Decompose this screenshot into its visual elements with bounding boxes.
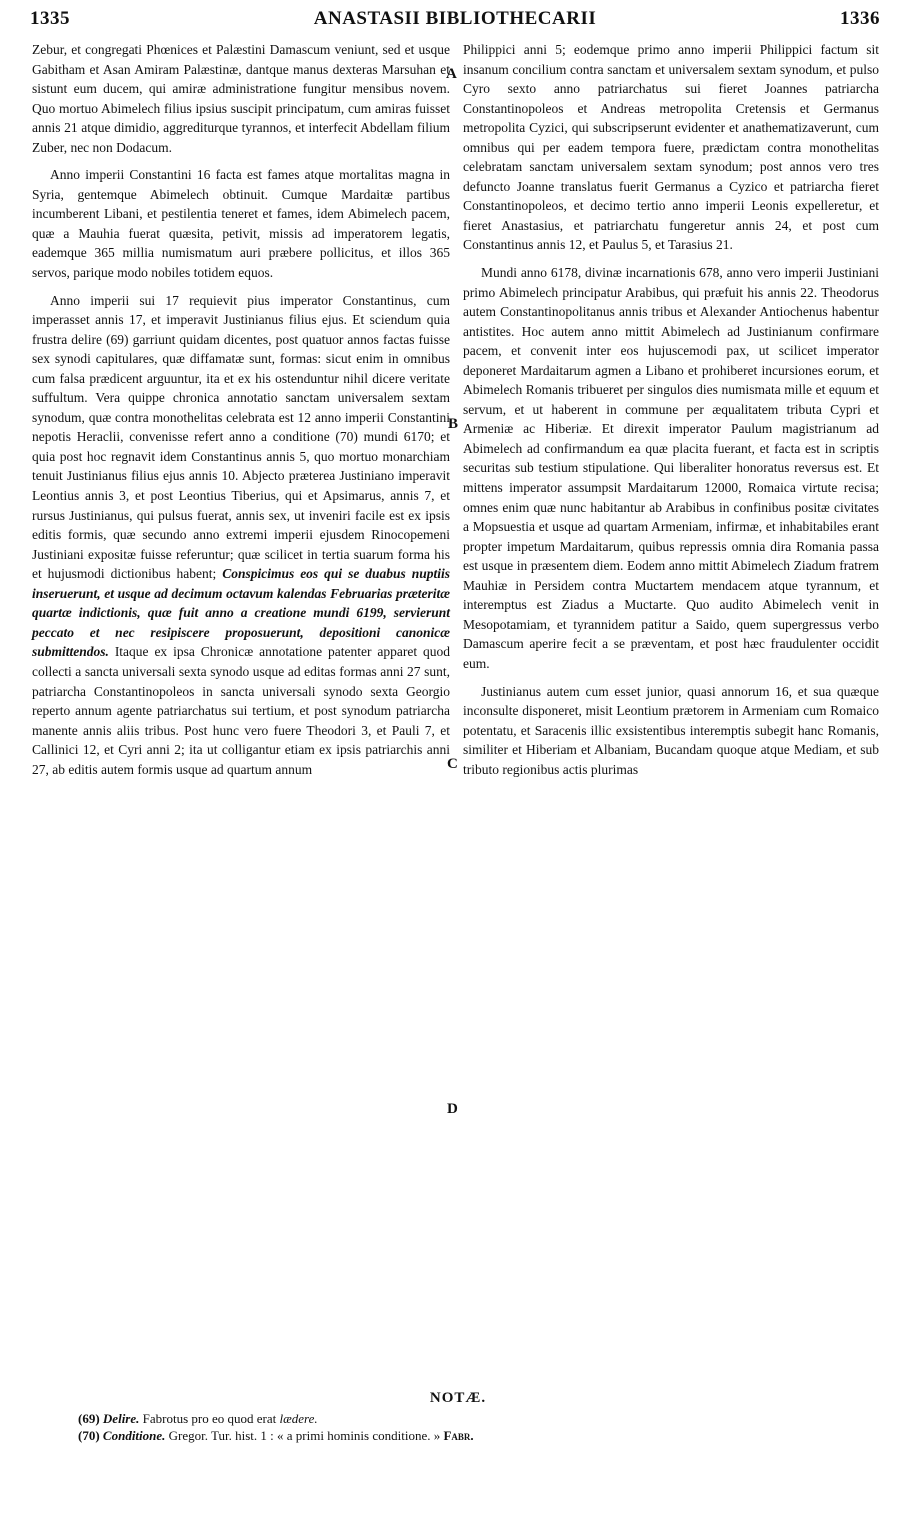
paragraph: Zebur, et congregati Phœnices et Palæstini Damascum veniunt, sed et usque Gabitham et Asan Amiram Palæstinæ, dantque manus dexteras Marsuhan et sistunt eum ducem, qui amiræ administratione fungitur mensibus novem. Quo mortuo Abimelech filius ipsius suscipit principatum, cum amiras fuisset annis 21 atque dimidio, aggrediturque tyrannos, et interfecit Abdellam filium Zuber, nec non Dodacum. xyxy=(32,42,450,155)
running-title: ANASTASII BIBLIOTHECARII xyxy=(313,8,597,29)
margin-marker-c: C xyxy=(447,756,458,772)
footnote-keyword: Delire. xyxy=(102,1411,140,1426)
footnote xyxy=(78,1410,878,1427)
footnote-text: Fabrotus pro eo quod erat xyxy=(142,1411,277,1426)
footnote-keyword: Conditione. xyxy=(102,1428,166,1443)
paragraph xyxy=(32,291,450,780)
footnote-number: (69) xyxy=(78,1411,100,1426)
page-number-left: 1335 xyxy=(30,8,70,29)
paragraph: Justinianus autem cum esset junior, quasi annorum 16, et sua quæque inconsulte disponeret, misit Leontium prætorem in Armeniam cum Romaico potentatu, et Saracenis illic exsistentibus interemptis subegit hanc Romanis, similiter et Hiberiam et Albaniam, Bucandam quoque atque Mediam, et sub tributo regionibus actis plurimas xyxy=(463,683,879,777)
margin-marker-a: A xyxy=(446,66,457,82)
footnote xyxy=(78,1427,878,1444)
paragraph: Mundi anno 6178, divinæ incarnationis 678, anno vero imperii Justiniani primo Abimelech principatur Arabibus, qui præfuit his annis 22. Theodorus autem Constantinopolitanus annis tribus et Alexander Antiochenus habentur antistites. Hoc autem anno mittit Abimelech ad Justinianum confirmare pacem, et convenit inter eos hujuscemodi pax, ut scilicet imperator deponeret Mardaitarum agmen a Libano et prohiberet incursiones eorum, et Abimelech Romanis tribueret per singulos dies numismata mille et equum et servum, et ut haberent in commune per æqualitatem tributa Cypri et Armeniæ ac Hiberiæ. Et direxit imperator Paulum magistrianum ad Abimelech ad confirmandum ea quæ placita fuerant, et facta est in scriptis securitas sub testium stipulatione. Qui liberaliter honoratus reversus est. Et mittens imperator assumpsit Mardaitarum 12000, Romaica virtute recisa; omnes enim quæ nunc habitantur ab Arabibus in confinibus positæ civitates a Mopsuestia et usque ad quartam Armeniam, infirmæ, et inhabitabiles erant propter impetum Mardaitarum, quibus repressis omnia dira Romania passa est usque in præsentem diem. Eodem anno mittit Abimelech Ziadum fratrem Mauhiæ in Persidem contra Muctartem mendacem atque tyrannum, et interemptus est Ziadus a Muctarte. Quo audito Abimelech venit in Mesopotamiam, et tyrannidem patitur a Saido, quem supergressus verbo Damascum aperire fecit a se præventam, et post hæc fraudulenter occidit eum. xyxy=(463,265,879,671)
paragraph: Philippici anni 5; eodemque primo anno imperii Philippici factum sit insanum concilium contra sanctam et universalem sextam synodum, et pulso Cyro sexto anno patriarchatus sui fieret Joannes patriarcha Constantinopoleos et Andreas metropolita Cretensis et Germanus metropolita Cyzici, qui subscripserunt evidenter et anathematizaverunt, cum omnibus qui per eadem tempora fuere, prædictam contra monothelitas celebratam sanctam universalem sextam synodum; post annos vero tres defuncto Joanne translatus fuerit Germanus a Cyzico et patriarcha fieret Constantinopoleos, et decimo tertio anno imperii Leonis expelleretur, et fieret Anastasius, et patriarchatu fungeretur annis 24, et post cum Constantinus annis 12, et Paulus 5, et Tarasius 21. xyxy=(463,42,879,253)
margin-marker-d: D xyxy=(447,1101,458,1117)
footnote-author: Fabr. xyxy=(443,1428,474,1443)
footnotes xyxy=(78,1410,878,1444)
margin-marker-b: B xyxy=(448,416,459,432)
quoted-decree: Conspicimus eos qui se duabus nuptiis inseruerunt, et usque ad decimum octavum kalendas Februarias præteritæ quartæ indictionis, quæ fuit anno a creatione mundi 6199, servierunt peccato et nec resipiscere proposuerunt, depositioni canonicæ submittendos. xyxy=(32,566,450,660)
paragraph-text: Itaque ex ipsa Chronicæ annotatione patenter apparet quod collecti a sancta universali sexta synodo usque ad editas formas anni 27 sunt, patriarcha Constantinopoleos in sancta universali synodo sexta Georgio reperto annum agente patriarchatus sui tertium, et post synodum patriarcha manente annis aliis tribus. Post hunc vero fuere Theodori 3, et Pauli 7, et Callinici 12, et Cyri anni 2; ita ut colligantur etiam ex ipsis patriarchis anni 27, ab editis autem formis usque ad quartum annum xyxy=(32,644,451,777)
footnote-number: (70) xyxy=(78,1428,100,1443)
notes-heading: NOTÆ. xyxy=(429,1390,487,1406)
page-number-right: 1336 xyxy=(840,8,880,29)
page-header xyxy=(30,8,880,38)
right-column xyxy=(463,40,879,779)
paragraph: Anno imperii Constantini 16 facta est fames atque mortalitas magna in Syria, gentemque Abimelech obtinuit. Cumque Mardaitæ partibus incumberent Libani, et pestilentia teneret et fames, idem Abimelech pacem, quæ a Mauhia fuerat quæsita, petivit, missis ad imperatorem legatis, eademque 365 millia numismatum auri præbere pollicitus, et illos 365 servos, parique modo nobiles totidem equos. xyxy=(32,167,450,281)
footnote-text: Gregor. Tur. hist. 1 : « a primi hominis conditione. » xyxy=(168,1428,441,1443)
footnote-word: lædere. xyxy=(279,1411,318,1426)
paragraph-text: Anno imperii sui 17 requievit pius imperator Constantinus, cum imperasset annis 17, et imperavit Justinianus filius ejus. Et sciendum quia frustra delire (69) garriunt quidam dicentes, post quatuor annos factas fuisse sex synodi capitulares, quæ diffamatæ sunt, formas: sicut enim in omnibus cum falsa prædicent arguuntur, ita et ex his ostenduntur nihil dicere veritate suffultum. Vera quippe chronica annotatio sanctam universalem sextam synodum, quæ contra monothelitas celebrata est 12 anno imperii Constantini nepotis Heraclii, convenisse refert anno a conditione (70) mundi 6170; et quia post hoc regnavit idem Constantinus annis 5, quo mortuo monarchiam tenuit Justinianus filius ejus annis 10. Abjecto præterea Justiniano imperavit Leontius annis 3, et post Leontius Tiberius, qui et Apsimarus, annis 7, et rursus Justinianus, qui pulsus fuerat, annis sex, ut inveniri facile est ex ipsis editis formis, quæ secundo anno extremi imperii ejusdem Rinocopemeni Justiniani expositæ fuisse referuntur; quæ scilicet in tertia suarum forma his et hujusmodi dictionibus habent; xyxy=(32,292,450,582)
left-column xyxy=(32,40,450,779)
